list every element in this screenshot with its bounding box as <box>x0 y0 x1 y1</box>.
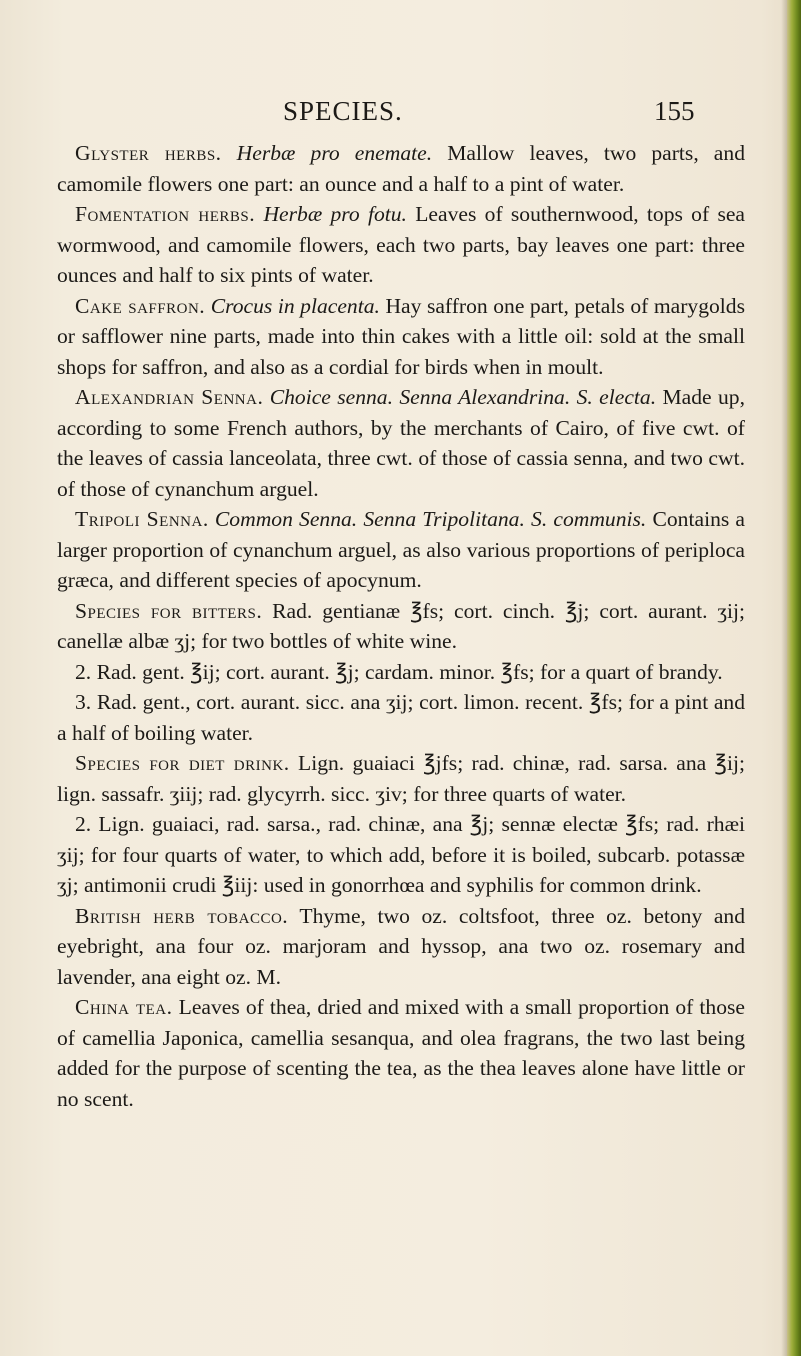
entry-bitters-recipe-2 <box>57 657 745 688</box>
entry-heading: Species for bitters. <box>75 598 263 623</box>
entry-latin-name: Choice senna. Senna Alexandrina. S. electa. <box>269 385 657 409</box>
entry-text: Mallow leaves, two parts, and camomile flowers one part: an ounce and a half to a pint of water. <box>57 141 745 196</box>
entry-species-for-bitters <box>57 596 745 657</box>
entry-heading: Glyster herbs. <box>75 141 222 165</box>
entry-glyster-herbs <box>57 138 745 199</box>
running-header <box>0 96 801 136</box>
entry-text: Lign. guaiaci ℥jfs; rad. chinæ, rad. sarsa. ana ℥ij; lign. sassafr. ʒiij; rad. glycyrrh. sicc. ʒiv; for three quarts of water. <box>57 751 745 806</box>
entry-heading: Cake saffron. <box>75 293 206 318</box>
page-body <box>57 138 745 1114</box>
entry-latin-name: Herbæ pro enemate. <box>236 141 433 165</box>
entry-text: Made up, according to some French authors, by the merchants of Cairo, of five cwt. of the leaves of cassia lanceolata, three cwt. of those of cassia senna, and two cwt. of those of cynanchum arguel. <box>57 385 745 501</box>
entry-british-herb-tobacco <box>57 901 745 993</box>
entry-heading: Species for diet drink. <box>75 751 290 775</box>
book-edge <box>787 0 801 1356</box>
entry-latin-name: Crocus in placenta. <box>210 293 380 318</box>
entry-latin-name: Herbæ pro fotu. <box>263 202 407 226</box>
entry-text: 2. Lign. guaiaci, rad. sarsa., rad. chinæ, ana ℥j; sennæ electæ ℥fs; rad. rhæi ʒij; for four quarts of water, to which add, before it is boiled, subcarb. potassæ ʒj; antimonii crudi ℥iij: used in gonorrhœa and syphilis for common drink. <box>57 812 745 897</box>
entry-fomentation-herbs <box>57 199 745 291</box>
entry-bitters-recipe-3 <box>57 687 745 748</box>
entry-text: Leaves of thea, dried and mixed with a small proportion of those of camellia Japonica, camellia sesanqua, and olea fragrans, the two last being added for the purpose of scenting the tea, as the thea leaves alone have little or no scent. <box>57 995 745 1111</box>
entry-text: Thyme, two oz. coltsfoot, three oz. betony and eyebright, ana four oz. marjoram and hyssop, ana two oz. rosemary and lavender, ana eight oz. M. <box>57 903 745 989</box>
entry-heading: British herb tobacco. <box>75 903 289 928</box>
entry-tripoli-senna <box>57 504 745 596</box>
entry-diet-drink-recipe-2 <box>57 809 745 901</box>
entry-text: Leaves of southernwood, tops of sea wormwood, and camomile flowers, each two parts, bay leaves one part: three ounces and half to six pints of water. <box>57 202 746 287</box>
entry-text: 2. Rad. gent. ℥ij; cort. aurant. ℥j; cardam. minor. ℥fs; for a quart of brandy. <box>75 659 723 684</box>
entry-heading: Tripoli Senna. <box>75 507 209 531</box>
entry-text: Rad. gentianæ ℥fs; cort. cinch. ℥j; cort. aurant. ʒij; canellæ albæ ʒj; for two bottles of white wine. <box>57 598 746 653</box>
entry-heading: Alexandrian Senna. <box>75 385 264 409</box>
running-title: SPECIES. <box>283 96 403 126</box>
entry-latin-name: Common Senna. Senna Tripolitana. S. communis. <box>214 507 647 531</box>
entry-cake-saffron <box>57 291 745 383</box>
page-number: 155 <box>654 96 695 126</box>
entry-text: Contains a larger proportion of cynanchum arguel, as also various proportions of periploca græca, and different species of apocynum. <box>57 507 745 592</box>
entry-heading: China tea. <box>75 995 173 1019</box>
entry-text: Hay saffron one part, petals of marygolds or safflower nine parts, made into thin cakes with a little oil: sold at the small shops for saffron, and also as a cordial for birds when in moult. <box>57 293 745 379</box>
entry-heading: Fomentation herbs. <box>75 202 256 226</box>
entry-alexandrian-senna <box>57 382 745 504</box>
entry-china-tea <box>57 992 745 1114</box>
entry-text: 3. Rad. gent., cort. aurant. sicc. ana ʒij; cort. limon. recent. ℥fs; for a pint and a half of boiling water. <box>57 690 745 745</box>
entry-species-for-diet-drink <box>57 748 745 809</box>
